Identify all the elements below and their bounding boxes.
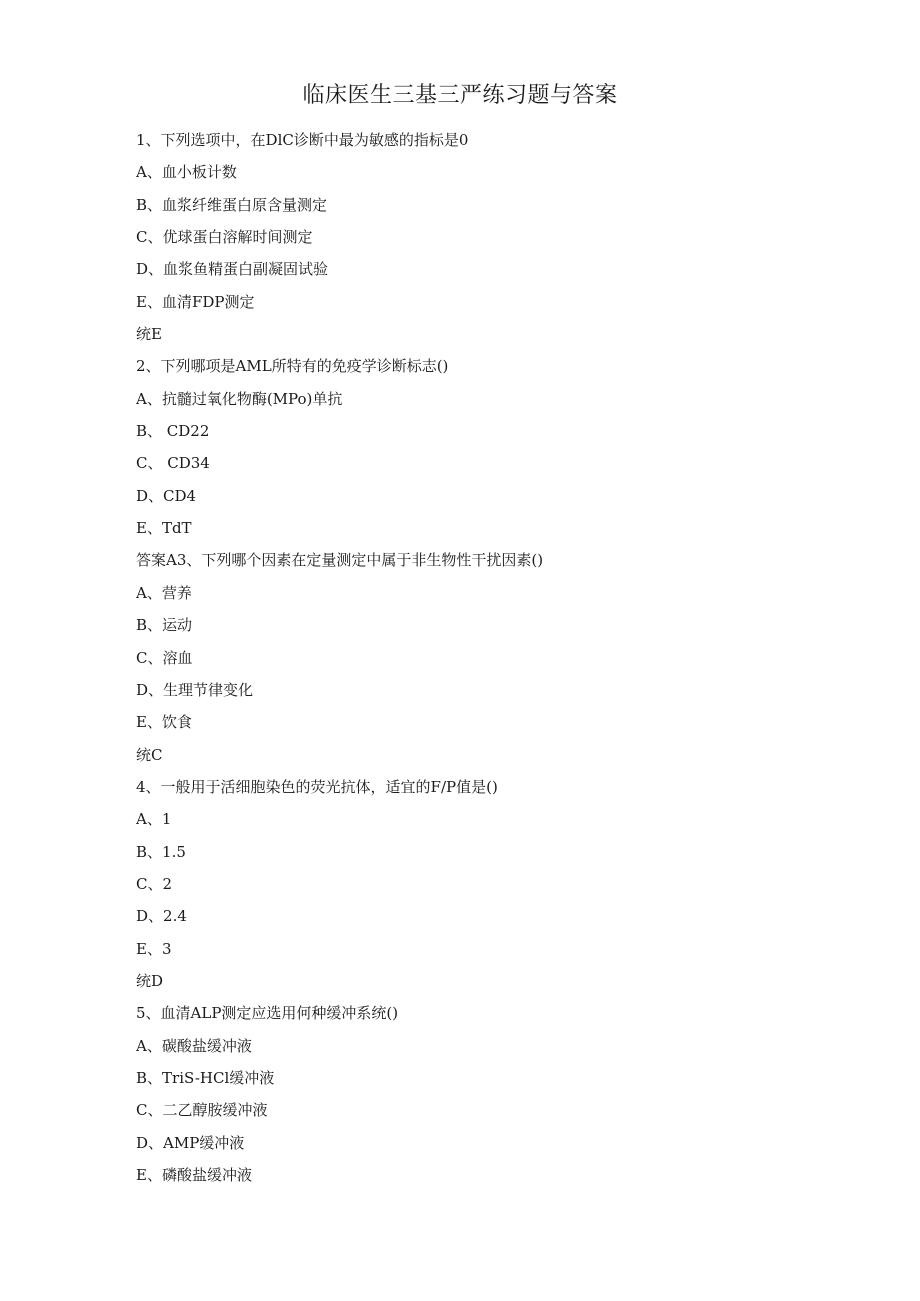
option-line: E、磷酸盐缓冲液 <box>136 1166 252 1184</box>
answer-line: 统E <box>136 325 162 344</box>
option-line: B、运动 <box>136 616 193 635</box>
answer-line: 统D <box>136 971 164 990</box>
question-stem: 1、下列选项中，在DlC诊断中最为敏感的指标是0 <box>136 131 469 149</box>
option-line: B、血浆纤维蛋白原含量测定 <box>136 195 328 214</box>
option-line: B、1.5 <box>136 842 186 861</box>
option-line: E、血清FDP测定 <box>136 292 255 311</box>
option-line: A、1 <box>136 810 172 829</box>
option-line: A、营养 <box>136 583 192 602</box>
option-line: A、碳酸盐缓冲液 <box>136 1036 252 1055</box>
question-list <box>136 124 836 1191</box>
option-line: B、TriS-HCl缓冲液 <box>136 1068 275 1087</box>
option-line: D、血浆鱼精蛋白副凝固试验 <box>136 260 329 279</box>
page-title: 临床医生三基三严练习题与答案 <box>302 83 618 108</box>
option-line: A、抗髓过氧化物酶(MPo)单抗 <box>136 389 343 408</box>
option-line: C、2 <box>136 874 173 893</box>
answer-line: 统C <box>136 745 163 764</box>
option-line: E、饮食 <box>136 713 192 732</box>
question-stem: 5、血清ALP测定应选用何种缓冲系统() <box>136 1004 399 1023</box>
option-line: E、3 <box>136 939 172 958</box>
option-line: D、2.4 <box>136 907 187 926</box>
question-stem: 4、一般用于活细胞染色的荧光抗体，适宜的F/P值是() <box>136 777 498 796</box>
option-line: D、CD4 <box>136 486 197 505</box>
option-line: E、TdT <box>136 519 192 538</box>
option-line: D、AMP缓冲液 <box>136 1133 245 1152</box>
option-line: B、 CD22 <box>136 422 210 441</box>
option-line: D、生理节律变化 <box>136 680 254 699</box>
option-line: C、二乙醇胺缓冲液 <box>136 1101 268 1120</box>
option-line: C、优球蛋白溶解时间测定 <box>136 228 313 247</box>
question-stem: 2、下列哪项是AML所特有的免疫学诊断标志() <box>136 357 449 376</box>
option-line: C、 CD34 <box>136 454 210 473</box>
option-line: C、溶血 <box>136 648 193 667</box>
answer-and-question-stem: 答案A3、下列哪个因素在定量测定中属于非生物性干扰因素() <box>136 551 544 570</box>
option-line: A、血小板计数 <box>136 163 237 182</box>
